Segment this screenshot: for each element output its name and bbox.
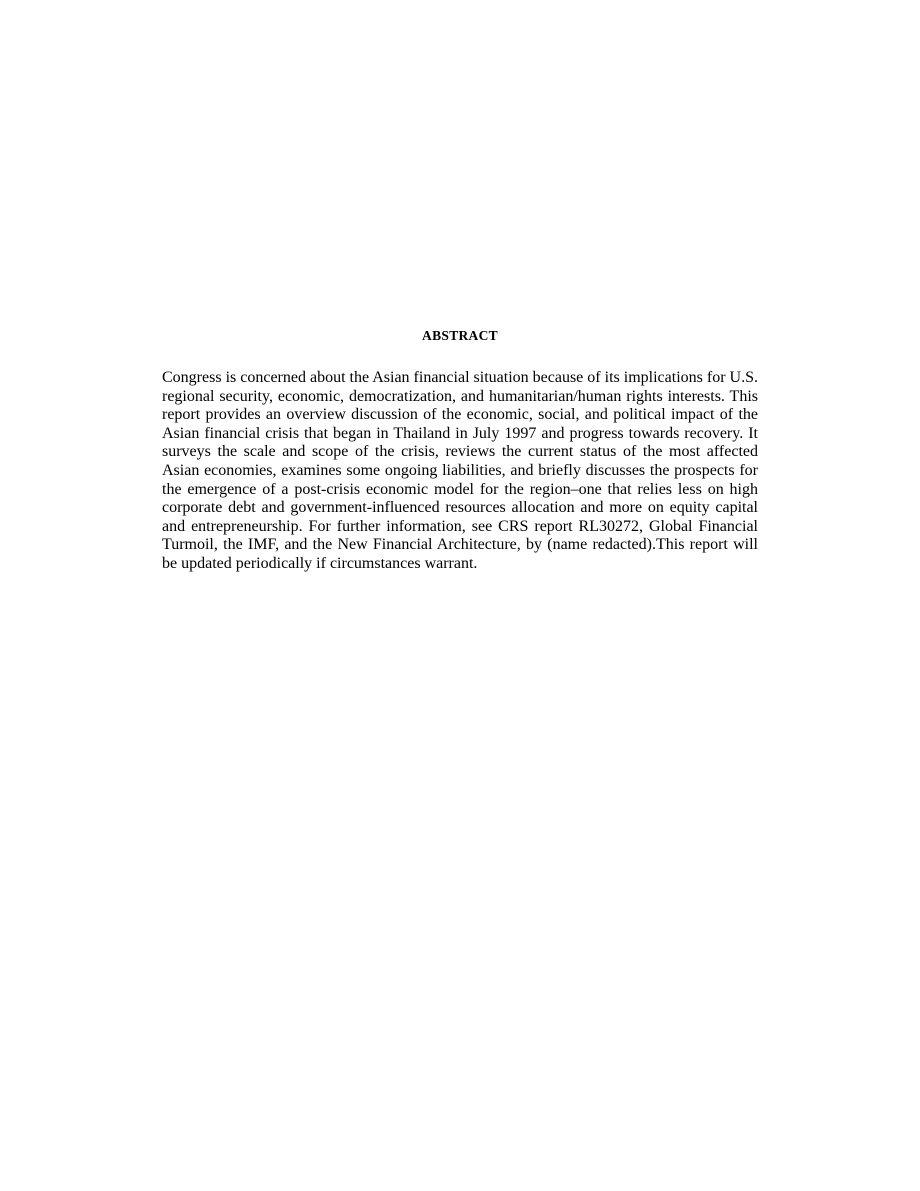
abstract-paragraph: Congress is concerned about the Asian financial situation because of its implications for U.S. regional security, economic, democratization, and humanitarian/human rights interests. This report provides an overview discussion of the economic, social, and political impact of the Asian financial crisis that began in Thailand in July 1997 and progress towards recovery. It surveys the scale and scope of the crisis, reviews the current status of the most affected Asian economies, examines some ongoing liabilities, and briefly discusses the prospects for the emergence of a post-crisis economic model for the region–one that relies less on high corporate debt and government-influenced resources allocation and more on equity capital and entrepreneurship. For further information, see CRS report RL30272, Global Financial Turmoil, the IMF, and the New Financial Architecture, by (name redacted).This report will be updated periodically if circumstances warrant. xyxy=(162,369,758,572)
abstract-heading: ABSTRACT xyxy=(422,328,498,343)
abstract-section xyxy=(162,326,758,574)
